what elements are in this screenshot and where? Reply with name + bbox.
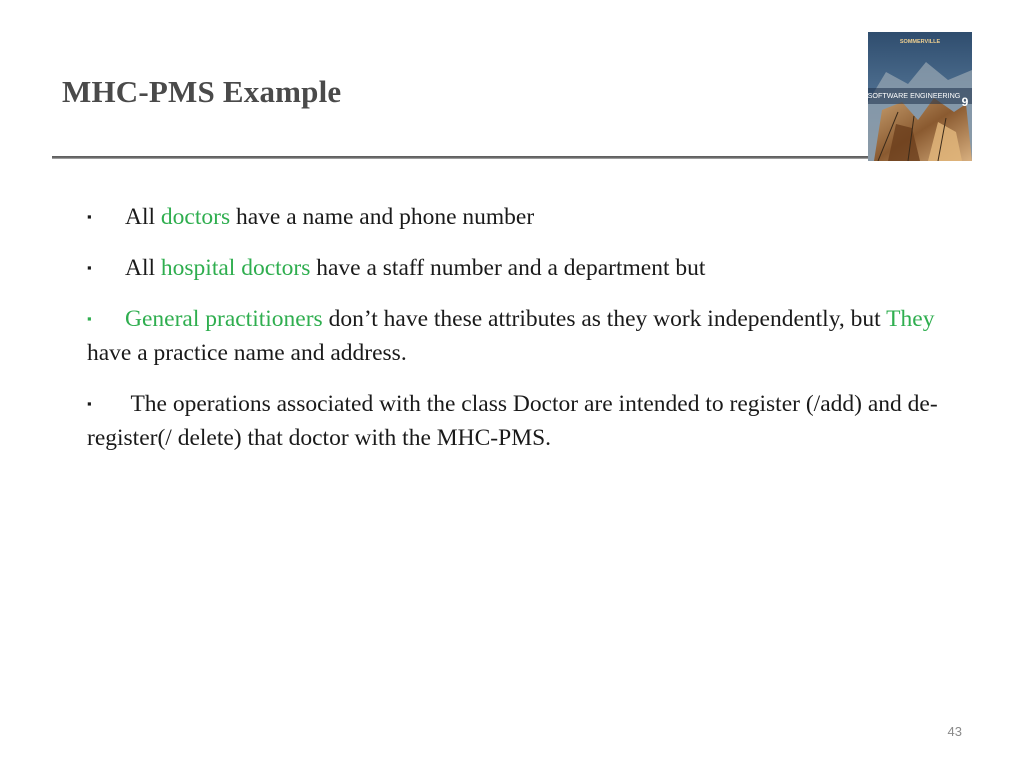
bullet-text: have a name and phone number xyxy=(230,204,535,230)
bullet-text: don’t have these attributes as they work independently, but xyxy=(322,306,887,332)
bullet-item-hospital-doctors xyxy=(87,251,947,285)
cover-publisher-text: SOMMERVILLE xyxy=(899,39,941,45)
bullet-text: All xyxy=(125,204,161,230)
title-divider xyxy=(52,156,870,159)
bullet-text: The operations associated with the class Doctor are intended to register (/add) and de-register(/ delete) that doctor with the MHC-PMS. xyxy=(87,391,938,451)
highlight-term: They xyxy=(886,306,935,332)
cover-title-text: SOFTWARE ENGINEERING xyxy=(868,91,961,100)
page-number: 43 xyxy=(947,724,962,739)
highlight-term: General practitioners xyxy=(125,306,323,332)
cover-edition-text: 9 xyxy=(961,95,969,109)
bullet-text: have a staff number and a department but xyxy=(310,255,706,281)
bullet-item-doctors xyxy=(87,200,947,234)
bullet-marker: ▪ xyxy=(87,396,92,411)
bullet-marker: ▪ xyxy=(87,311,92,326)
book-cover-image xyxy=(868,32,972,161)
bullet-marker: ▪ xyxy=(87,209,92,224)
bullet-marker: ▪ xyxy=(87,260,92,275)
bullet-text: have a practice name and address. xyxy=(87,340,407,366)
highlight-term: doctors xyxy=(160,204,231,230)
slide-title: MHC-PMS Example xyxy=(62,74,342,109)
bullet-text: All xyxy=(125,255,161,281)
bullet-item-operations xyxy=(87,387,947,455)
highlight-term: hospital doctors xyxy=(160,255,311,281)
bullet-item-general-practitioners xyxy=(87,302,947,370)
slide-body xyxy=(87,200,947,472)
